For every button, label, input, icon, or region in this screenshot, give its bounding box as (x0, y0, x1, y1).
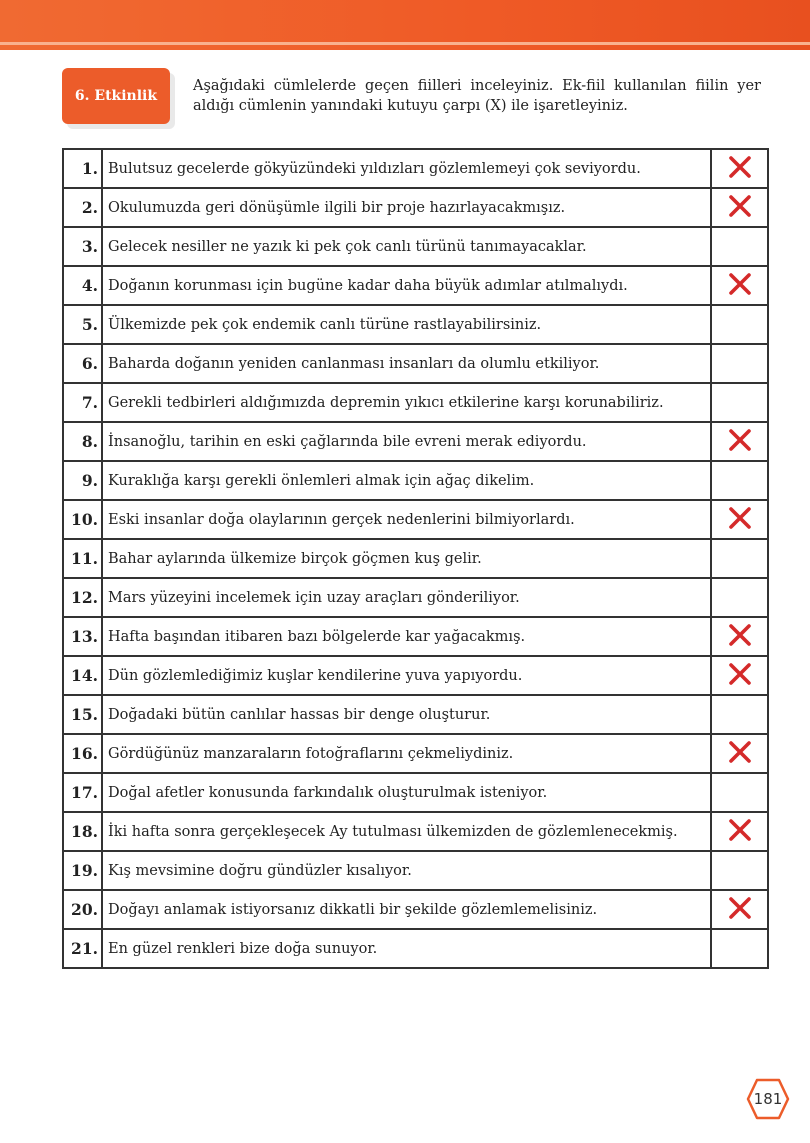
item-number: 3. (63, 227, 102, 266)
table-row (63, 227, 768, 266)
answer-checkbox[interactable] (711, 734, 768, 773)
x-mark-icon (729, 897, 751, 919)
item-sentence: Gördüğünüz manzaraların fotoğraflarını çekmeliydiniz. (102, 734, 711, 773)
answer-checkbox[interactable] (711, 695, 768, 734)
item-number: 20. (63, 890, 102, 929)
table-row (63, 617, 768, 656)
page-number: 181 (753, 1090, 783, 1108)
table-row (63, 734, 768, 773)
answer-checkbox[interactable] (711, 266, 768, 305)
table-row (63, 851, 768, 890)
answer-checkbox[interactable] (711, 773, 768, 812)
answer-checkbox[interactable] (711, 344, 768, 383)
item-sentence: Ülkemizde pek çok endemik canlı türüne rastlayabilirsiniz. (102, 305, 711, 344)
item-sentence: Kuraklığa karşı gerekli önlemleri almak için ağaç dikelim. (102, 461, 711, 500)
item-number: 16. (63, 734, 102, 773)
table-row (63, 656, 768, 695)
x-mark-icon (729, 507, 751, 529)
item-sentence: Doğanın korunması için bugüne kadar daha büyük adımlar atılmalıydı. (102, 266, 711, 305)
table-row (63, 773, 768, 812)
answer-checkbox[interactable] (711, 851, 768, 890)
activity-instruction: Aşağıdaki cümlelerde geçen fiilleri inceleyiniz. Ek-fiil kullanılan fiilin yer aldığı cümlenin yanındaki kutuyu çarpı (X) ile işaretleyiniz. (193, 78, 761, 114)
item-sentence: İnsanoğlu, tarihin en eski çağlarında bile evreni merak ediyordu. (102, 422, 711, 461)
table-row (63, 461, 768, 500)
answer-checkbox[interactable] (711, 890, 768, 929)
item-sentence: Doğadaki bütün canlılar hassas bir denge oluşturur. (102, 695, 711, 734)
x-mark-icon (729, 819, 751, 841)
x-mark-icon (729, 741, 751, 763)
item-number: 19. (63, 851, 102, 890)
answer-checkbox[interactable] (711, 227, 768, 266)
table-row (63, 578, 768, 617)
answer-checkbox[interactable] (711, 461, 768, 500)
table-row (63, 149, 768, 188)
item-number: 7. (63, 383, 102, 422)
answer-checkbox[interactable] (711, 305, 768, 344)
answer-checkbox[interactable] (711, 812, 768, 851)
item-number: 8. (63, 422, 102, 461)
item-sentence: Baharda doğanın yeniden canlanması insanları da olumlu etkiliyor. (102, 344, 711, 383)
table-row (63, 305, 768, 344)
item-sentence: Dün gözlemlediğimiz kuşlar kendilerine yuva yapıyordu. (102, 656, 711, 695)
answer-checkbox[interactable] (711, 929, 768, 968)
answer-checkbox[interactable] (711, 617, 768, 656)
item-number: 2. (63, 188, 102, 227)
item-number: 13. (63, 617, 102, 656)
item-number: 11. (63, 539, 102, 578)
table-row (63, 266, 768, 305)
x-mark-icon (729, 663, 751, 685)
item-number: 12. (63, 578, 102, 617)
x-mark-icon (729, 156, 751, 178)
item-number: 14. (63, 656, 102, 695)
activity-label: 6. Etkinlik (74, 88, 158, 104)
item-sentence: İki hafta sonra gerçekleşecek Ay tutulması ülkemizden de gözlemlenecekmiş. (102, 812, 711, 851)
x-mark-icon (729, 624, 751, 646)
item-sentence: Eski insanlar doğa olaylarının gerçek nedenlerini bilmiyorlardı. (102, 500, 711, 539)
answer-checkbox[interactable] (711, 149, 768, 188)
item-sentence: Bulutsuz gecelerde gökyüzündeki yıldızları gözlemlemeyi çok seviyordu. (102, 149, 711, 188)
item-number: 17. (63, 773, 102, 812)
answer-checkbox[interactable] (711, 422, 768, 461)
item-number: 9. (63, 461, 102, 500)
table-row (63, 383, 768, 422)
item-sentence: Kış mevsimine doğru gündüzler kısalıyor. (102, 851, 711, 890)
item-sentence: En güzel renkleri bize doğa sunuyor. (102, 929, 711, 968)
page-number-badge (746, 1078, 790, 1120)
item-number: 15. (63, 695, 102, 734)
header-stripe (0, 42, 810, 45)
table-row (63, 695, 768, 734)
item-sentence: Doğayı anlamak istiyorsanız dikkatli bir şekilde gözlemlemelisiniz. (102, 890, 711, 929)
x-mark-icon (729, 273, 751, 295)
item-sentence: Hafta başından itibaren bazı bölgelerde kar yağacakmış. (102, 617, 711, 656)
item-sentence: Mars yüzeyini incelemek için uzay araçları gönderiliyor. (102, 578, 711, 617)
item-number: 6. (63, 344, 102, 383)
x-mark-icon (729, 429, 751, 451)
activity-badge (62, 68, 170, 124)
answer-checkbox[interactable] (711, 188, 768, 227)
item-number: 4. (63, 266, 102, 305)
item-sentence: Gelecek nesiller ne yazık ki pek çok canlı türünü tanımayacaklar. (102, 227, 711, 266)
table-row (63, 890, 768, 929)
table-row (63, 539, 768, 578)
table-row (63, 422, 768, 461)
item-number: 5. (63, 305, 102, 344)
answer-checkbox[interactable] (711, 656, 768, 695)
item-number: 1. (63, 149, 102, 188)
answer-checkbox[interactable] (711, 578, 768, 617)
item-sentence: Okulumuzda geri dönüşümle ilgili bir proje hazırlayacakmışız. (102, 188, 711, 227)
answer-checkbox[interactable] (711, 500, 768, 539)
table-row (63, 500, 768, 539)
answer-checkbox[interactable] (711, 383, 768, 422)
sentence-table (62, 148, 769, 969)
answer-checkbox[interactable] (711, 539, 768, 578)
table-row (63, 344, 768, 383)
table-row (63, 929, 768, 968)
x-mark-icon (729, 195, 751, 217)
item-sentence: Bahar aylarında ülkemize birçok göçmen kuş gelir. (102, 539, 711, 578)
table-row (63, 812, 768, 851)
item-number: 18. (63, 812, 102, 851)
item-number: 21. (63, 929, 102, 968)
table-row (63, 188, 768, 227)
item-sentence: Doğal afetler konusunda farkındalık oluşturulmak isteniyor. (102, 773, 711, 812)
item-sentence: Gerekli tedbirleri aldığımızda depremin yıkıcı etkilerine karşı korunabiliriz. (102, 383, 711, 422)
item-number: 10. (63, 500, 102, 539)
